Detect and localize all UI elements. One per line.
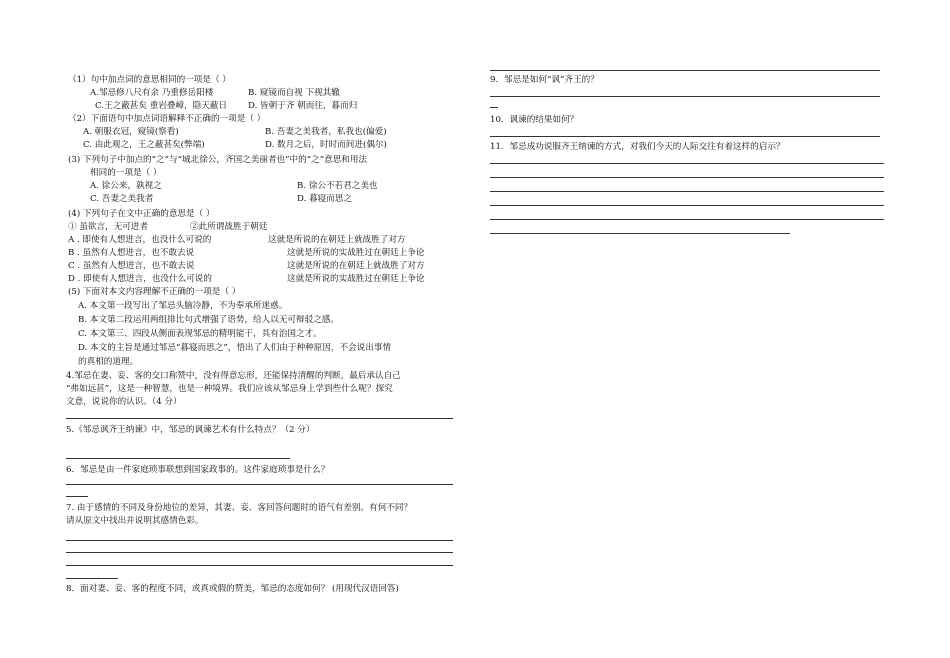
essay8-stem: 8．面对妻、妾、客的程度不同，或真或假的赞美，邹忌的态度如何？ (用现代汉语回答) bbox=[66, 584, 399, 594]
q4-option-c-2: 这就是所说的在朝廷上就战胜了对方 bbox=[287, 261, 425, 271]
q4-stem: (4) 下列句子在文中正确的意思是（ ） bbox=[68, 209, 215, 219]
q5-option-a: A. 本文第一段写出了邹忌头脑冷静，不为奉承所迷惑。 bbox=[78, 301, 288, 311]
q1-stem: （1）句中加点词的意思相同的一项是（ ） bbox=[68, 75, 231, 85]
answer-line[interactable] bbox=[66, 484, 453, 485]
q3-option-b: B. 徐公不若君之美也 bbox=[297, 181, 378, 191]
answer-line[interactable] bbox=[66, 578, 118, 579]
q4-option-d-1: D . 即使有人想进言，也没什么可说的 bbox=[68, 274, 212, 284]
q2-option-c: C. 由此观之，王之蔽甚矣(弊端) bbox=[83, 140, 205, 150]
essay7-line2: 请从原文中找出并说明其感情色彩。 bbox=[66, 516, 204, 526]
q1-option-d: D. 皆朝于齐 朝而往，暮而归 bbox=[248, 101, 358, 111]
answer-line[interactable] bbox=[66, 458, 290, 459]
q3-stem-line1: (3) 下列句子中加点的“之”与“城北徐公，齐国之美丽者也”中的“之”意思和用法 bbox=[68, 155, 368, 165]
q5-stem: (5) 下面对本文内容理解不正确的一项是（ ） bbox=[68, 287, 241, 297]
question-11-stem: 11．邹忌成功说服齐王纳谏的方式，对我们今天的人际交往有着这样的启示？ bbox=[490, 142, 785, 152]
essay7-line1: 7. 由于感情的不同及身份地位的差异，其妻、妾、客回答问题时的语气有差别。有何不同？ bbox=[66, 503, 413, 513]
q2-stem: （2）下面语句中加点词语解释不正确的一项是（ ） bbox=[68, 114, 266, 124]
answer-line[interactable] bbox=[66, 418, 453, 419]
answer-line[interactable] bbox=[490, 233, 790, 234]
q1-option-a: A.邹忌修八尺有余 乃重修岳阳楼 bbox=[90, 88, 214, 98]
q4-option-b-1: B . 虽然有人想进言，也不敢去说 bbox=[68, 248, 195, 258]
answer-line[interactable] bbox=[490, 191, 884, 192]
essay5-stem: 5.《邹忌讽齐王纳谏》中，邹忌的讽谏艺术有什么特点？（2 分） bbox=[66, 425, 315, 435]
answer-line[interactable] bbox=[490, 70, 880, 71]
answer-line[interactable] bbox=[490, 219, 884, 220]
q4-sentence-2: ②此所谓战胜于朝廷 bbox=[190, 222, 268, 232]
answer-line[interactable] bbox=[490, 177, 884, 178]
answer-line[interactable] bbox=[490, 96, 880, 97]
answer-line[interactable] bbox=[490, 136, 880, 137]
q5-option-c: C. 本文第三、四段从侧面表现邹忌的精明能干，具有治国之才。 bbox=[78, 329, 322, 339]
q5-option-d-line2: 的真相的道理。 bbox=[78, 357, 139, 367]
essay4-line3: 文意，说说你的认识。（4 分） bbox=[66, 397, 182, 407]
q5-option-d-line1: D. 本文的主旨是通过邹忌“暮寝而思之”，悟出了人们由于种种原因，不会说出事情 bbox=[78, 343, 392, 353]
q1-option-c: C.王之蔽甚矣 重岩叠嶂，隐天蔽日 bbox=[95, 101, 228, 111]
q2-option-b: B. 吾妻之美我者，私我也(偏爱) bbox=[265, 127, 387, 137]
essay4-line2: “弗如远甚”，这是一种智慧，也是一种境界。我们应该从邹忌身上学到些什么呢？探究 bbox=[66, 384, 393, 394]
question-9-stem: 9．邹忌是如何“讽”齐王的？ bbox=[490, 75, 599, 85]
essay4-line1: 4.邹忌在妻、妾、客的交口称赞中，没有得意忘形，还能保持清醒的判断，最后承认自己 bbox=[66, 371, 401, 381]
q4-option-a-1: A . 即使有人想进言，也没什么可说的 bbox=[68, 235, 212, 245]
q4-option-c-1: C . 虽然有人想进言，也不敢去说 bbox=[68, 261, 195, 271]
q4-option-b-2: 这就是所说的实战胜过在朝廷上争论 bbox=[287, 248, 425, 258]
question-10-stem: 10．讽谏的结果如何？ bbox=[490, 115, 579, 125]
answer-line[interactable] bbox=[66, 540, 453, 541]
q4-option-a-2: 这就是所说的在朝廷上就战胜了对方 bbox=[268, 235, 406, 245]
q4-option-d-2: 这就是所说的实战胜过在朝廷上争论 bbox=[287, 274, 425, 284]
q3-option-d: D. 暮寝而思之 bbox=[297, 194, 353, 204]
essay6-stem: 6．邹忌是由一件家庭琐事联想到国家政事的。这件家庭琐事是什么？ bbox=[66, 465, 330, 475]
q3-stem-line2: 相同的一项是（ ） bbox=[90, 168, 162, 178]
q2-option-d: D. 数月之后，时时而间进(偶尔) bbox=[265, 140, 387, 150]
q1-option-b: B. 窥镜而自视 下视其辙 bbox=[248, 88, 340, 98]
answer-line[interactable] bbox=[490, 163, 884, 164]
q3-option-a: A. 徐公来，孰视之 bbox=[90, 181, 162, 191]
answer-line[interactable] bbox=[490, 205, 884, 206]
q2-option-a: A. 朝服衣冠，窥镜(察看) bbox=[83, 127, 179, 137]
q4-sentence-1: ① 虽欲言，无可进者 bbox=[68, 222, 149, 232]
answer-line[interactable] bbox=[66, 565, 453, 566]
q3-option-c: C. 吾妻之美我者 bbox=[90, 194, 154, 204]
answer-line[interactable] bbox=[490, 107, 498, 108]
answer-line[interactable] bbox=[66, 552, 453, 553]
q5-option-b: B. 本文第二段运用两组排比句式增强了语势，给人以无可辩驳之感。 bbox=[78, 315, 339, 325]
answer-line[interactable] bbox=[66, 496, 88, 497]
